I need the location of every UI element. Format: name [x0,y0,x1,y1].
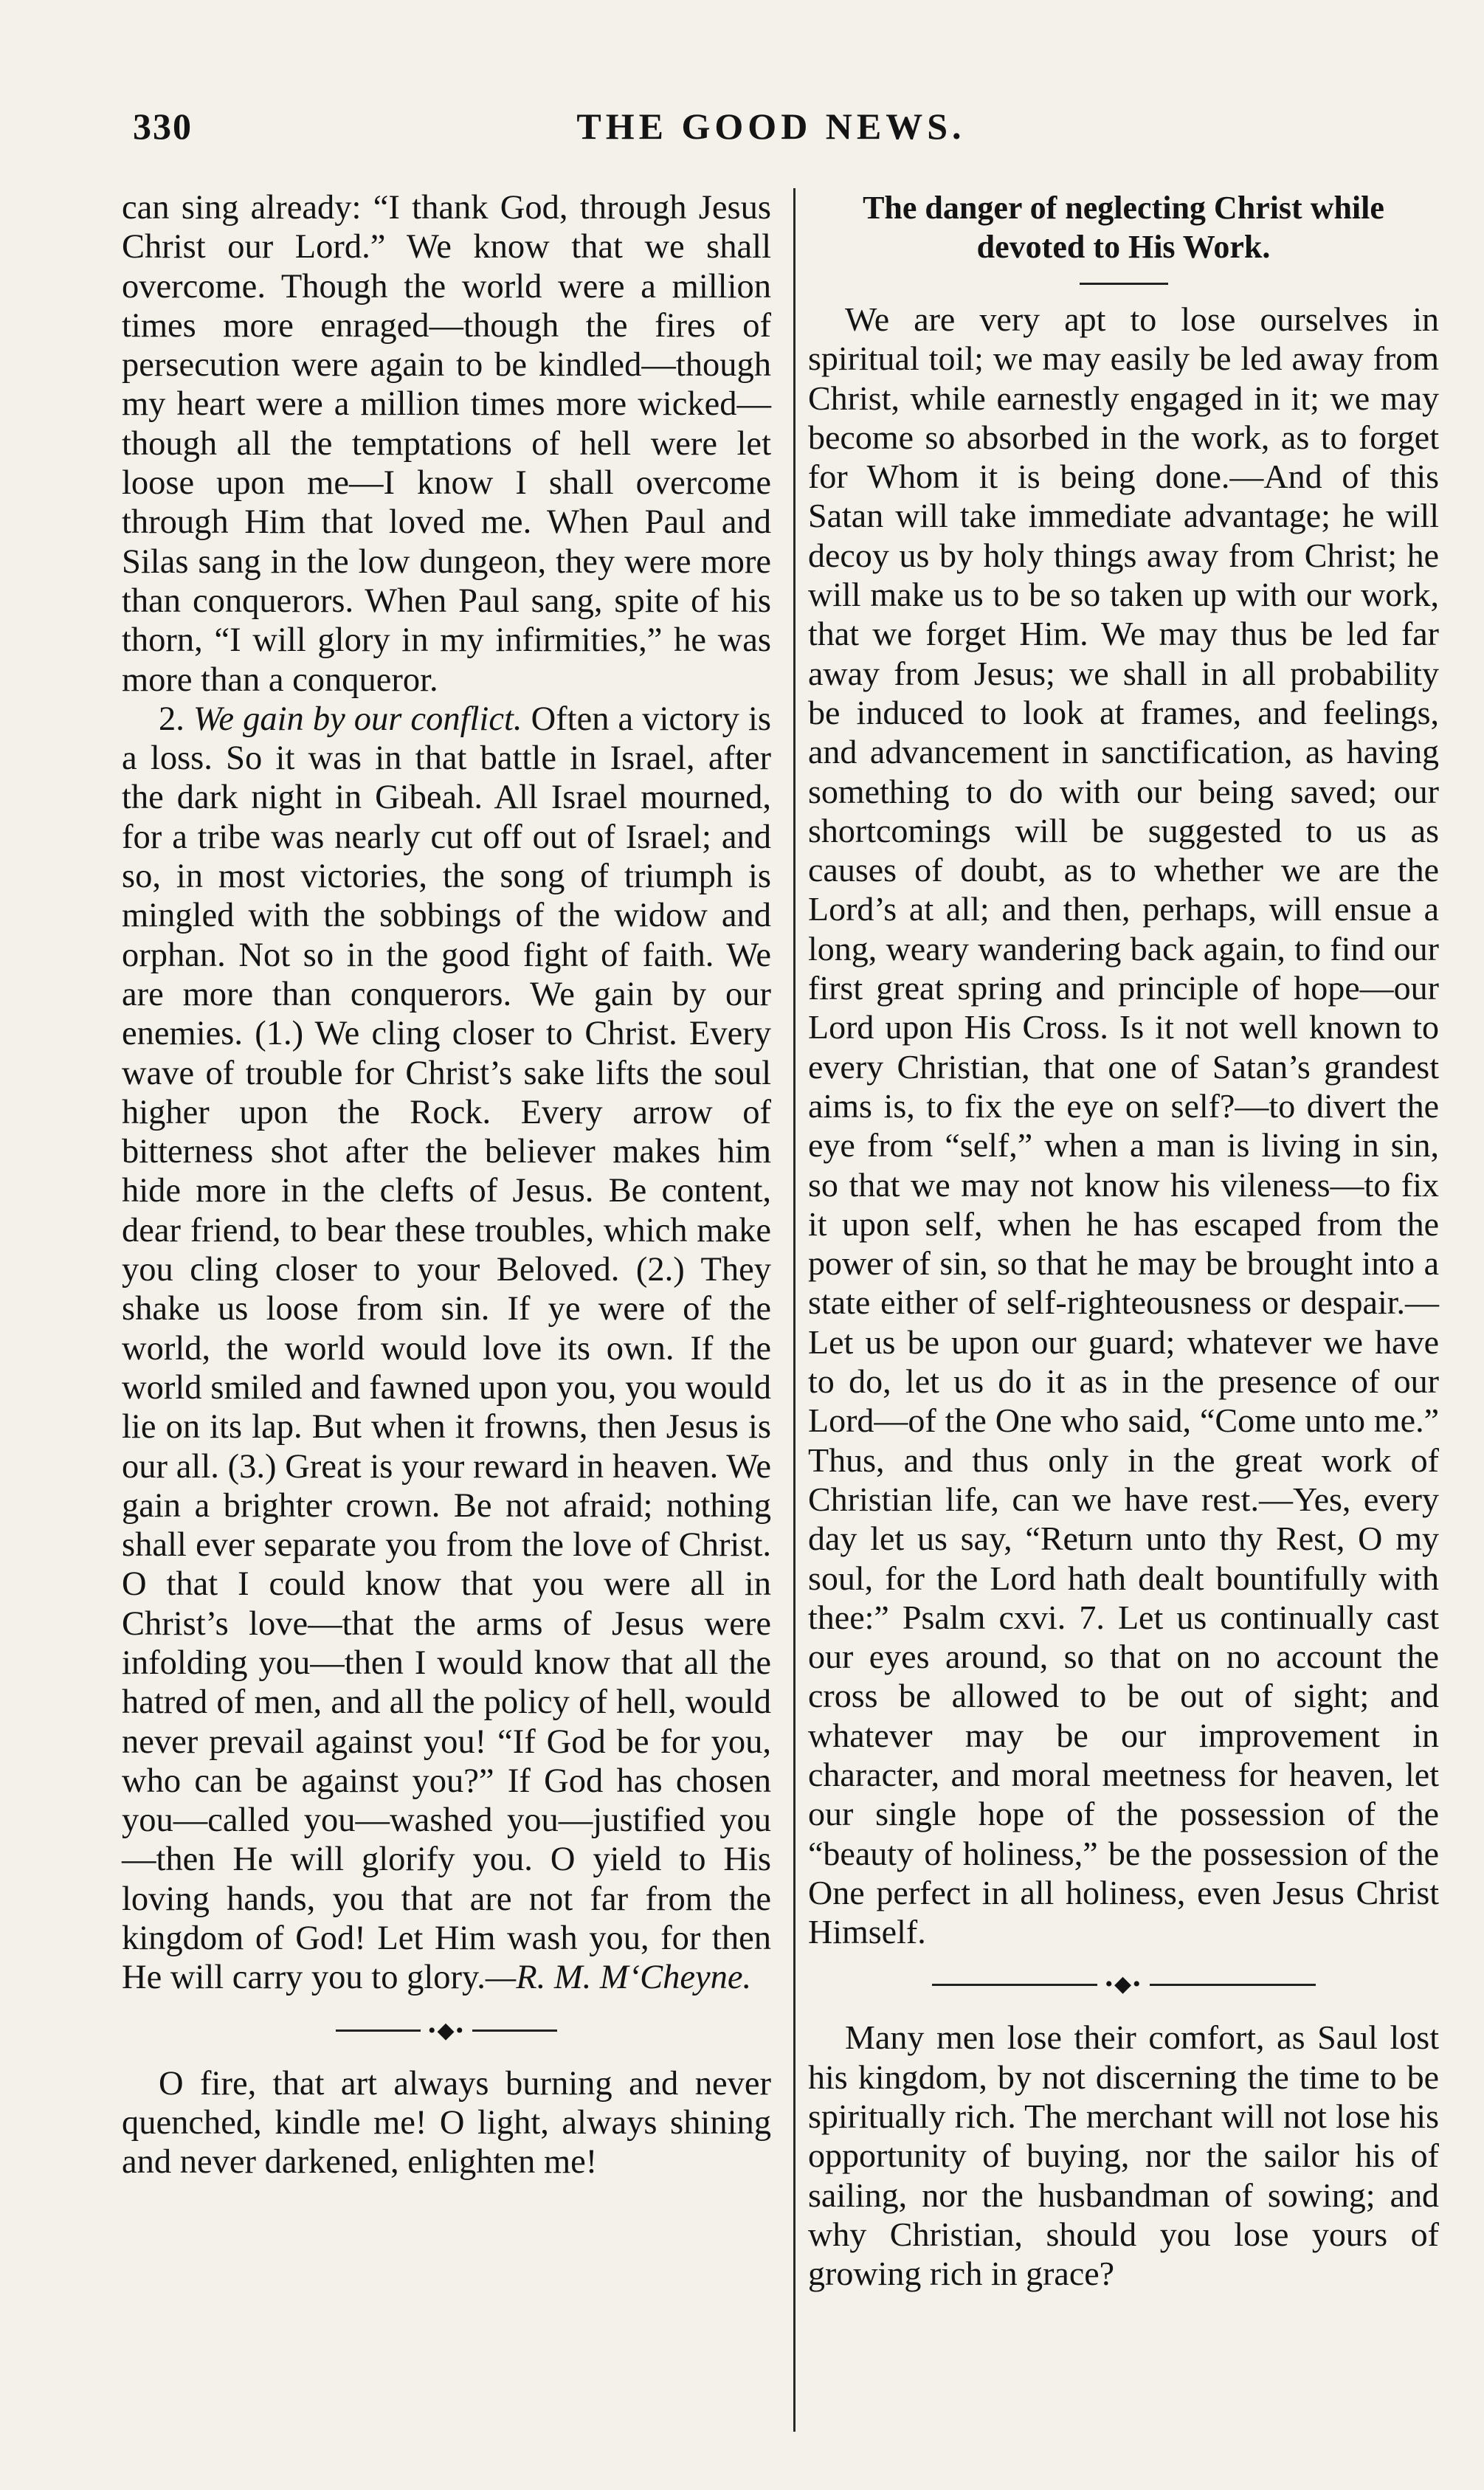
journal-title: THE GOOD NEWS. [576,106,966,147]
page-number: 330 [133,106,193,147]
divider-line [932,1984,1098,1986]
divider-ornament-icon: •◆• [427,2018,466,2043]
article-title: The danger of neglecting Christ while devoted to His Work. [863,190,1384,265]
divider-line [1150,1984,1316,1986]
article-body: We are very apt to lose ourselves in spiritual toil; we may easily be led away from Christ, while earnestly engaged in it; we may become so absorbed in the work, as to forget for Whom it is being done.—And of this Satan will take immediate advantage; he will decoy us by holy things away from Christ; he will make us to be so taken up with our work, that we forget Him. We may thus be led far away from Jesus; we shall in all probability be induced to look at frames, and feelings, and advancement in sanctification, as having something to do with our being saved; our shortcomings will be suggested to us as causes of doubt, as to whether we are the Lord’s at all; and then, perhaps, will ensue a long, weary wandering back again, to find our first great spring and principle of hope—our Lord upon His Cross. Is it not well known to every Christian, that one of Satan’s grandest aims is, to fix the eye on self?—to divert the eye from “self,” when a man is living in sin, so that we may not know his vileness—to fix it upon self, when he has escaped from the power of sin, so that he may be brought into a state either of self-righteousness or despair.—Let us be upon our guard; whatever we have to do, let us do it as in the presence of our Lord—of the One who said, “Come unto me.” Thus, and thus only in the great work of Christian life, can we have rest.—Yes, every day let us say, “Return unto thy Rest, O my soul, for the Lord hath dealt bountifully with thee:” Psalm cxvi. 7. Let us continually cast our eyes around, so that on no account the cross be allowed to be out of sight; and whatever may be our improvement in character, and moral meetness for heaven, let our single hope of the possession of the “beauty of holiness,” be the possession of the One perfect in all holiness, even Jesus Christ Himself. [808,300,1439,1951]
divider-line [472,2029,557,2032]
closing-paragraph: Many men lose their comfort, as Saul lost his kingdom, by not discerning the time to be spiritually rich. The merchant will not lose his opportunity of buying, nor the sailor his of sailing, nor the husbandman of sowing; and why Christian, should you lose yours of growing rich in grace? [808,2018,1439,2293]
right-column [808,188,1439,2294]
column-divider [793,188,796,2432]
left-column [122,188,771,2182]
prayer-paragraph: O fire, that art always burning and never quenched, kindle me! O light, always shining and never darkened, enlighten me! [122,2064,771,2182]
divider-ornament-icon: •◆• [1105,1972,1142,1997]
point-body: Often a victory is a loss. So it was in that battle in Israel, after the dark night in Gibeah. All Israel mourned, for a tribe was nearly cut off out of Israel; and so, in most victories, the song of triumph is mingled with the sobbings of the widow and orphan. Not so in the good fight of faith. We are more than conquerors. We gain by our enemies. (1.) We cling closer to Christ. Every wave of trouble for Christ’s sake lifts the soul higher upon the Rock. Every arrow of bitterness shot after the believer makes him hide more in the clefts of Jesus. Be content, dear friend, to bear these troubles, which make you cling closer to your Beloved. (2.) They shake us loose from sin. If ye were of the world, the world would love its own. If the world smiled and fawned upon you, you would lie on its lap. But when it frowns, then Jesus is our all. (3.) Great is your reward in heaven. We gain a brighter crown. Be not afraid; nothing shall ever separate you from the love of Christ. O that I could know that you were all in Christ’s love—that the arms of Jesus were infolding you—then I would know that all the hatred of men, and all the policy of hell, would never prevail against you! “If God be for you, who can be against you?” If God has chosen you—called you—washed you—justified you—then He will glorify you. O yield to His loving hands, you that are not far from the kingdom of God! Let Him wash you, for then He will carry you to glory. [122,700,771,1997]
sermon-paragraph: can sing already: “I thank God, through Jesus Christ our Lord.” We know that we shall overcome. Though the world were a million times more enraged—though the fires of persecution were again to be kindled—though my heart were a million times more wicked—though all the temptations of hell were let loose upon me—I know I shall overcome through Him that loved me. When Paul and Silas sang in the low dungeon, they were more than conquerors. When Paul sang, spite of his thorn, “I will glory in my infirmities,” he was more than a conqueror. [122,189,771,699]
section-divider [336,2020,557,2042]
point-number: 2. [159,700,184,738]
title-rule [1080,283,1168,285]
divider-line [336,2029,421,2032]
sermon-signature: —R. M. M‘Cheyne. [485,1959,752,1997]
point-heading: We gain by our conflict. [193,700,522,738]
sermon-paragraph [122,700,771,1998]
section-divider [932,1973,1316,1996]
running-head [111,105,1432,156]
